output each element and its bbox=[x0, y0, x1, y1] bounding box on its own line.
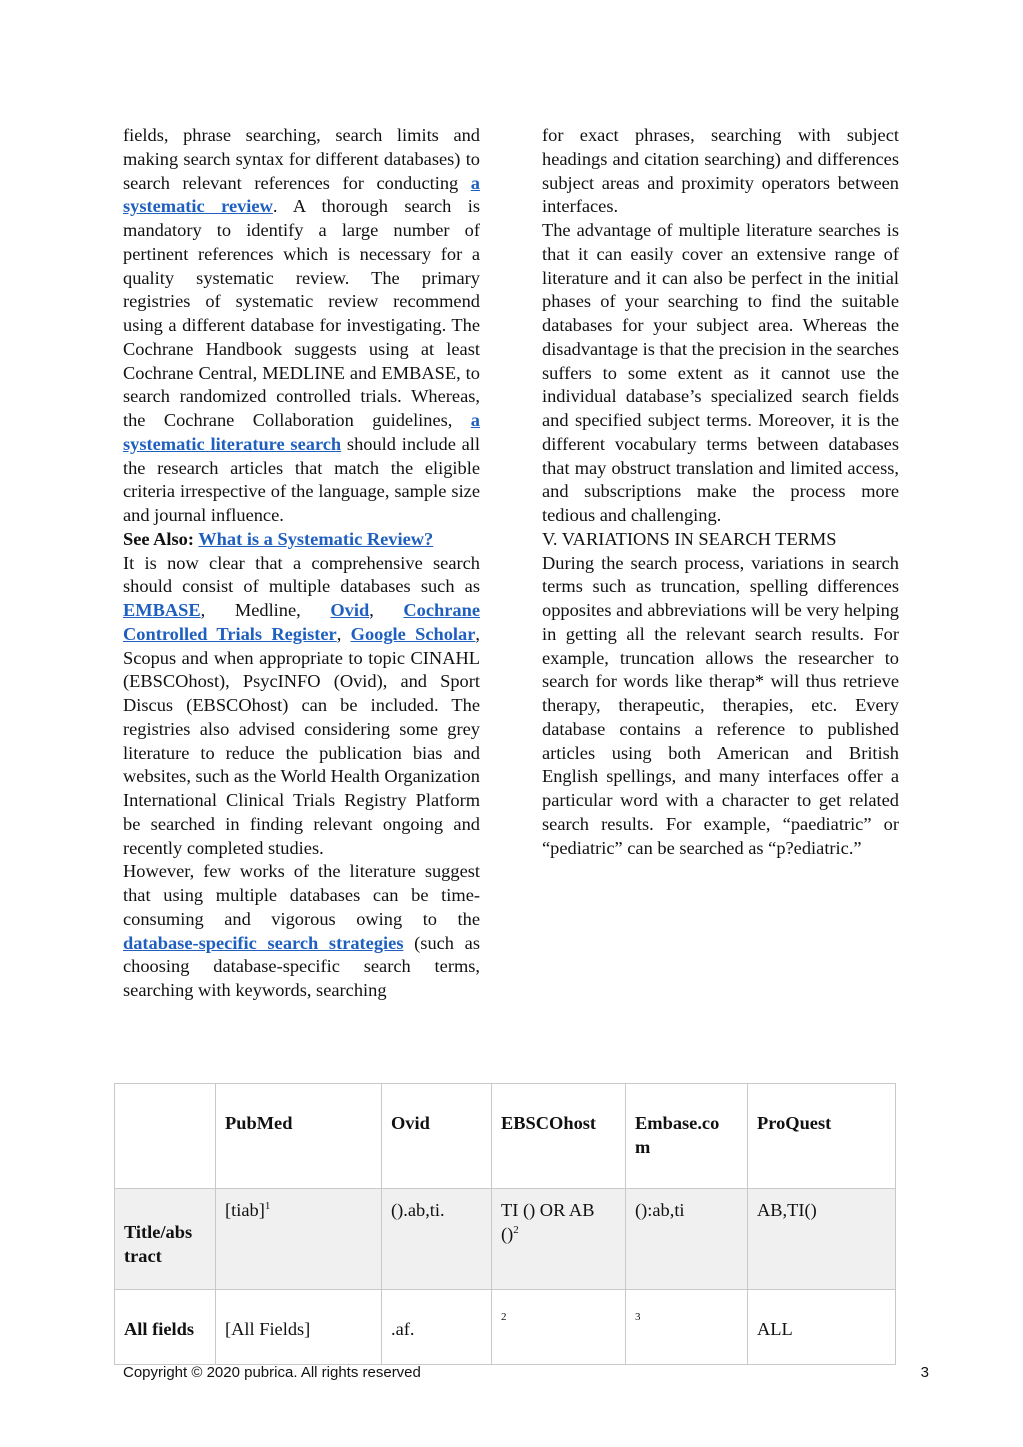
header-cell: Embase.co m bbox=[626, 1084, 748, 1189]
footnote-mark: 2 bbox=[513, 1223, 519, 1236]
search-syntax-table bbox=[114, 1083, 896, 1365]
table-cell: ().ab,ti. bbox=[382, 1189, 492, 1290]
see-also-line bbox=[123, 528, 480, 552]
text: . A thorough search is mandatory to identify a large number of pertinent references which is necessary for a quality systematic review. The primary registries of systematic review recommend using a different database for investigating. The Cochrane Handbook suggests using at least Cochrane Central, MEDLINE and EMBASE, to search randomized controlled trials. Whereas, the Cochrane Collaboration guidelines, bbox=[123, 196, 480, 430]
table-header-row bbox=[115, 1084, 896, 1189]
google-scholar-link[interactable]: Google Scholar bbox=[350, 623, 476, 644]
text: , bbox=[336, 623, 351, 644]
cell-text: [tiab] bbox=[225, 1200, 265, 1220]
what-is-systematic-review-link[interactable]: What is a Systematic Review? bbox=[198, 528, 434, 549]
systematic-literature-search-link[interactable]: a systematic literature search bbox=[123, 410, 480, 454]
paragraph: for exact phrases, searching with subject headings and citation searching) and differences subject areas and proximity operators between interfaces. bbox=[542, 125, 899, 217]
left-column bbox=[123, 124, 480, 1003]
text: fields, phrase searching, search limits and making search syntax for different databases) to search relevant references for conducting bbox=[123, 125, 480, 193]
paragraph: During the search process, variations in search terms such as truncation, spelling differences opposites and abbreviations will be very helping in getting all the relevant search results. For example, truncation allows the researcher to search for words like therap* will thus retrieve therapy, therapeutic, therapies, etc. Every database contains a reference to published articles using both American and British English spellings, and many interfaces offer a particular word with a character to get related search results. For example, “paediatric” or “pediatric” can be searched as “p?ediatric.” bbox=[542, 552, 899, 858]
table-cell: .af. bbox=[382, 1290, 492, 1365]
paragraph bbox=[123, 124, 480, 528]
right-column bbox=[542, 124, 899, 860]
header-cell: ProQuest bbox=[748, 1084, 896, 1189]
row-label: All fields bbox=[115, 1290, 216, 1365]
table-cell: ():ab,ti bbox=[626, 1189, 748, 1290]
systematic-review-link[interactable]: a systematic review bbox=[123, 172, 480, 217]
text: , Medline, bbox=[200, 600, 331, 620]
header-cell: Ovid bbox=[382, 1084, 492, 1189]
header-cell: EBSCOhost bbox=[492, 1084, 626, 1189]
text: However, few works of the literature suggest that using multiple databases can be time-consuming and vigorous owing to the bbox=[123, 861, 480, 929]
embase-link[interactable]: EMBASE bbox=[123, 600, 201, 620]
page-footer bbox=[123, 1364, 929, 1381]
database-specific-strategies-link[interactable]: database-specific search strategies bbox=[123, 932, 404, 953]
text: should include all the research articles that match the eligible criteria irrespective of the language, sample size and journal influence. bbox=[123, 433, 480, 525]
table-cell: 3 bbox=[626, 1290, 748, 1365]
row-label: Title/abs tract bbox=[115, 1189, 216, 1290]
table-row bbox=[115, 1290, 896, 1365]
text: , bbox=[369, 600, 404, 620]
section-heading: V. VARIATIONS IN SEARCH TERMS bbox=[542, 528, 837, 549]
table-cell bbox=[216, 1189, 382, 1290]
header-cell bbox=[115, 1084, 216, 1189]
cochrane-register-link[interactable]: Cochrane Controlled Trials Register bbox=[123, 600, 480, 644]
text: (such as choosing database-specific search terms, searching with keywords, searching bbox=[123, 932, 480, 1000]
paragraph bbox=[123, 860, 480, 1003]
page-number: 3 bbox=[920, 1364, 929, 1381]
table-cell bbox=[492, 1189, 626, 1290]
table-cell: ALL bbox=[748, 1290, 896, 1365]
header-cell: PubMed bbox=[216, 1084, 382, 1189]
text: It is now clear that a comprehensive search should consist of multiple databases such as bbox=[123, 552, 480, 597]
table-cell: 2 bbox=[492, 1290, 626, 1365]
table-cell: AB,TI() bbox=[748, 1189, 896, 1290]
text: , Scopus and when appropriate to topic CINAHL (EBSCOhost), PsycINFO (Ovid), and Sport Discus (EBSCOhost) can be included. The registries also advised considering some grey literature to reduce the publication bias and websites, such as the World Health Organization International Clinical Trials Registry Platform be searched in finding relevant ongoing and recently completed studies. bbox=[123, 623, 480, 858]
table-cell: [All Fields] bbox=[216, 1290, 382, 1365]
paragraph bbox=[123, 552, 480, 861]
paragraph: The advantage of multiple literature searches is that it can easily cover an extensive range of literature and it can also be perfect in the initial phases of your searching to find the suitable databases for your subject area. Whereas the disadvantage is that the precision in the searches suffers to some extent as it cannot use the individual database’s specialized search fields and specified subject terms. Moreover, it is the different vocabulary terms between databases that may obstruct translation and limited access, and subscriptions make the process more tedious and challenging. bbox=[542, 220, 899, 525]
copyright-text: Copyright © 2020 pubrica. All rights reserved bbox=[123, 1364, 421, 1381]
see-also-label: See Also: bbox=[123, 528, 199, 549]
table-row bbox=[115, 1189, 896, 1290]
footnote-mark: 1 bbox=[264, 1199, 271, 1212]
ovid-link[interactable]: Ovid bbox=[330, 600, 370, 620]
cell-text: TI () OR AB () bbox=[501, 1200, 595, 1244]
